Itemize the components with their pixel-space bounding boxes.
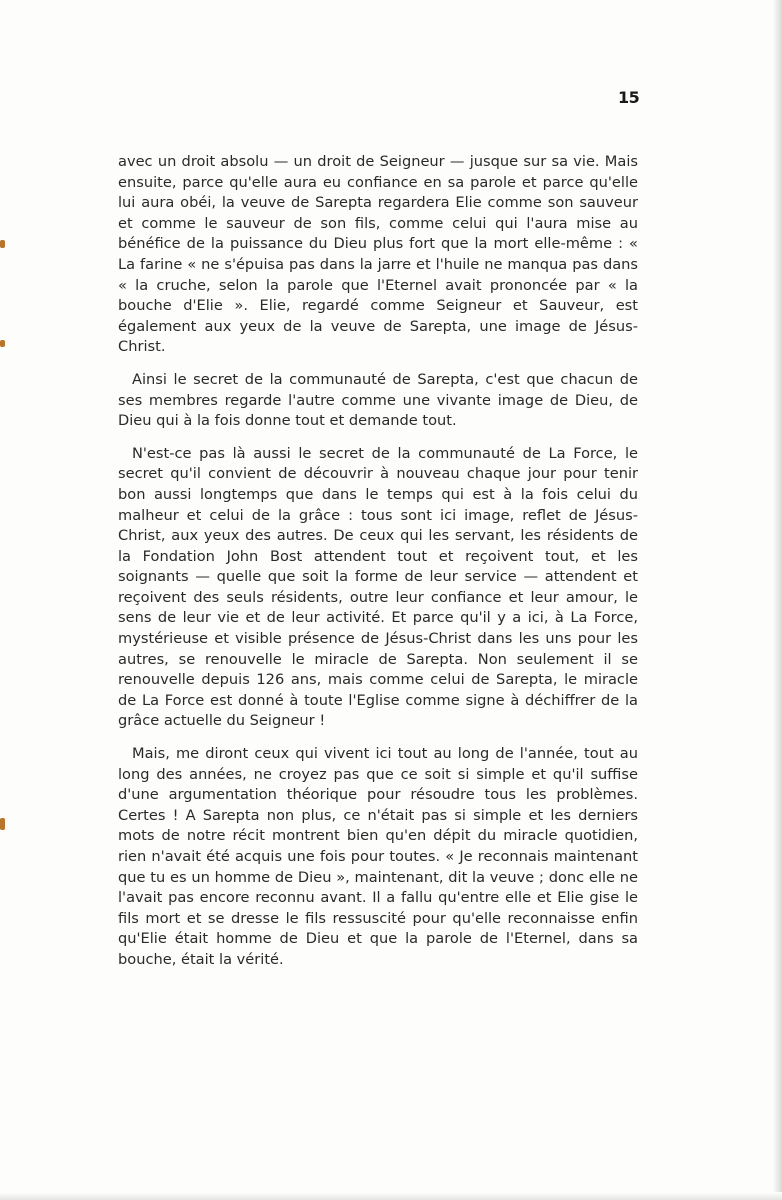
paragraph: Mais, me diront ceux qui vivent ici tout au long de l'année, tout au long des années, ne croyez pas que ce soit si simple et qu'il suffise d'une argumentation théorique pour résoudre tous les problèmes. Certes ! A Sarepta non plus, ce n'était pas si simple et les derniers mots de notre récit montrent bien qu'en dépit du miracle quotidien, rien n'avait été acquis une fois pour toutes. « Je reconnais maintenant que tu es un homme de Dieu », maintenant, dit la veuve ; donc elle ne l'avait pas encore reconnu avant. Il a fallu qu'entre elle et Elie gise le fils mort et se dresse le fils ressuscité pour qu'elle reconnaisse enfin qu'Elie était homme de Dieu et que la parole de l'Eternel, dans sa bouche, était la vérité.: [118, 745, 638, 968]
page-edge-shadow: [0, 1192, 782, 1200]
paragraph: Ainsi le secret de la communauté de Sarepta, c'est que chacun de ses membres regarde l'autre comme une vivante image de Dieu, de Dieu qui à la fois donne tout et demande tout.: [118, 370, 638, 430]
paragraph: N'est-ce pas là aussi le secret de la communauté de La Force, le secret qu'il convient de découvrir à nouveau chaque jour pour tenir bon aussi longtemps que dans le temps qui est à la fois celui du malheur et celui de la grâce : tous sont ici image, reflet de Jésus-Christ, aux yeux des autres. De ceux qui les servant, les résidents de la Fondation John Bost attendent tout et reçoivent tout, et les soignants — quelle que soit la forme de leur service — attendent et reçoivent des seuls résidents, outre leur confiance et leur amour, le sens de leur vie et de leur activité. Et parce qu'il y a ici, à La Force, mystérieuse et visible présence de Jésus-Christ dans les uns pour les autres, se renouvelle le miracle de Sarepta. Non seulement il se renouvelle depuis 126 ans, mais comme celui de Sarepta, le miracle de La Force est donné à toute l'Eglise comme signe à déchiffrer de la grâce actuelle du Seigneur !: [118, 444, 638, 730]
page-edge-shadow: [772, 0, 782, 1200]
paragraph: avec un droit absolu — un droit de Seigneur — jusque sur sa vie. Mais ensuite, parce qu'elle aura eu confiance en sa parole et parce qu'elle lui aura obéi, la veuve de Sarepta regardera Elie comme son sauveur et comme le sauveur de son fils, comme celui qui l'aura mise au bénéfice de la puissance du Dieu plus fort que la mort elle-même : « La farine « ne s'épuisa pas dans la jarre et l'huile ne manqua pas dans « la cruche, selon la parole que l'Eternel avait prononcée par « la bouche d'Elie ». Elie, regardé comme Seigneur et Sauveur, est également aux yeux de la veuve de Sarepta, une image de Jésus-Christ.: [118, 153, 638, 356]
binding-hole-mark: [0, 340, 5, 347]
page-number: 15: [618, 88, 640, 107]
binding-hole-mark: [0, 240, 5, 248]
body-text: [118, 152, 638, 983]
binding-hole-mark: [0, 818, 5, 830]
